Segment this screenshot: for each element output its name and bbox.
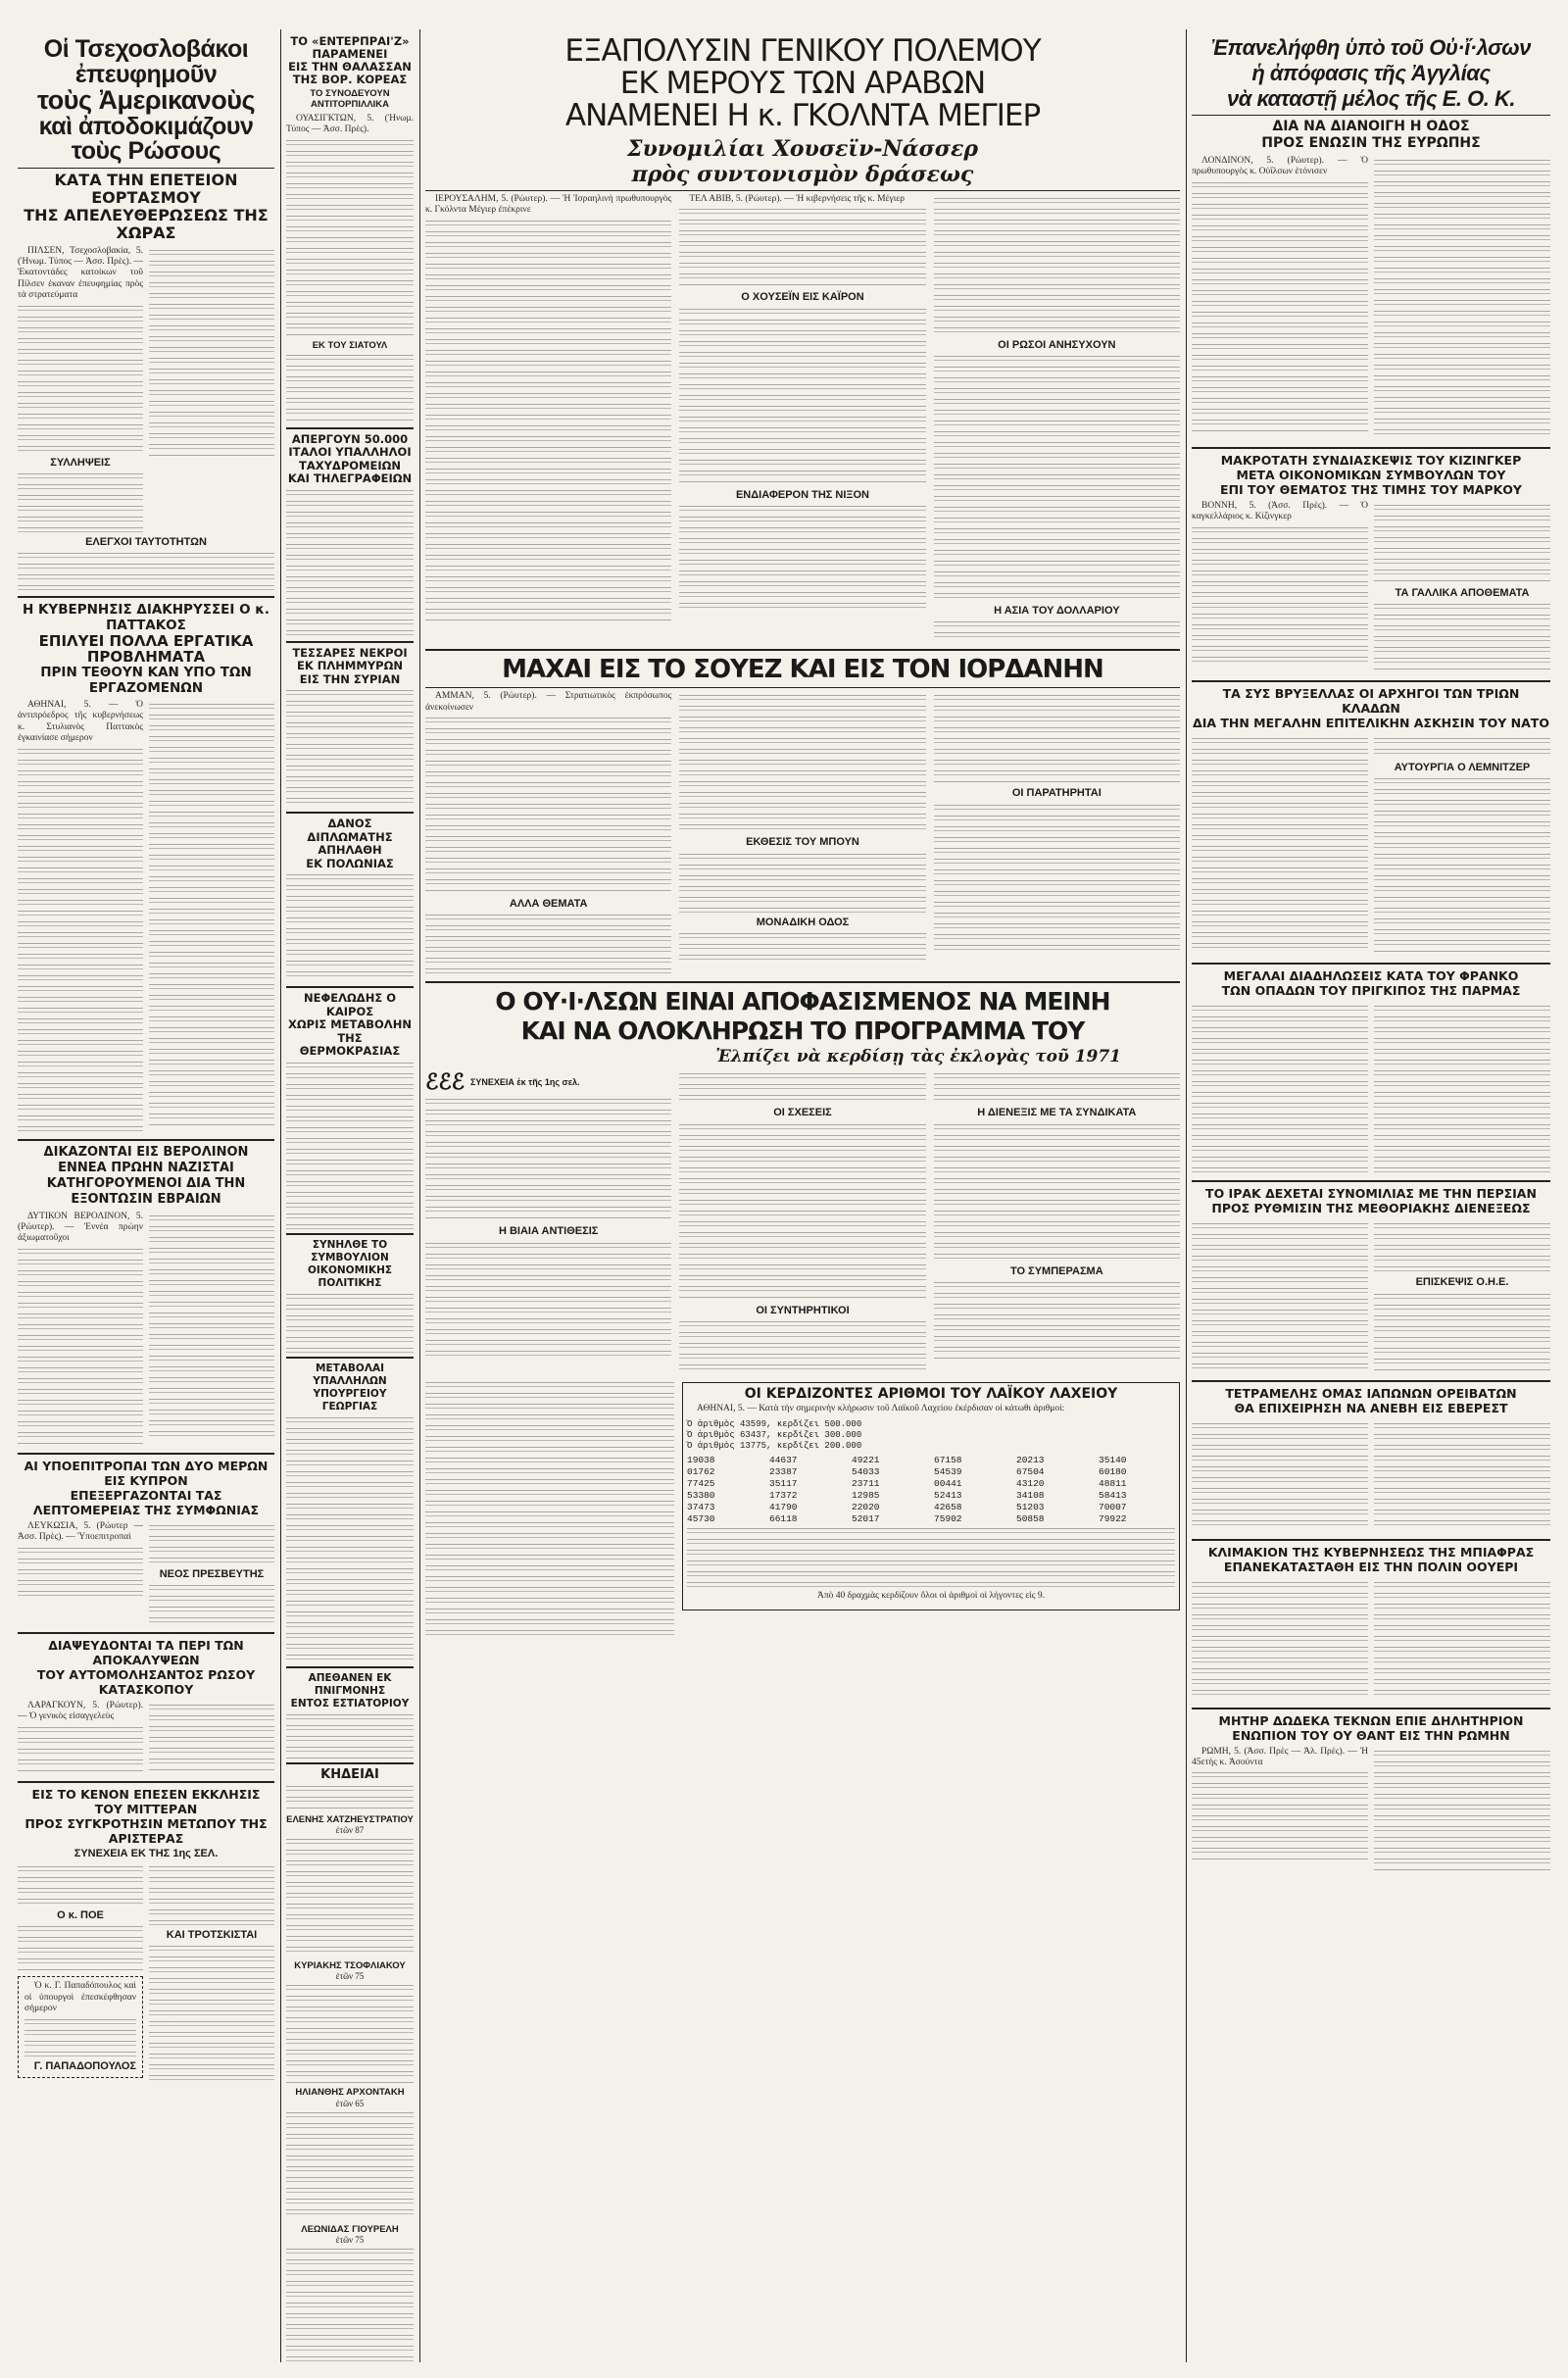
lottery-number: 00441 — [934, 1477, 962, 1489]
article-body — [149, 1525, 274, 1564]
headline-line: Ο ΟΥ·Ι·ΛΣΩΝ ΕΙΝΑΙ ΑΠΟΦΑΣΙΣΜΕΝΟΣ ΝΑ ΜΕΙΝΗ — [495, 987, 1110, 1016]
headline-line: Η ΚΥΒΕΡΝΗΣΙΣ ΔΙΑΚΗΡΥΣΣΕΙ Ο κ. ΠΑΤΤΑΚΟΣ — [22, 601, 270, 633]
lottery-number: 67158 — [934, 1454, 962, 1465]
headline-restaurant-death — [286, 1672, 414, 1710]
article-body — [286, 1063, 414, 1229]
section-heading: ΣΥΝΕΧΕΙΑ ἐκ τῆς 1ης σελ. — [469, 1076, 580, 1087]
article-dateline: ΤΕΛ ΑΒΙΒ, 5. (Ρώυτερ). — Ἡ κιβερνήσεις τῆς κ. Μέγιερ — [689, 194, 906, 204]
article-body — [18, 749, 143, 1131]
headline-line: ΕΞΑΠΟΛΥΣΙΝ ΓΕΝΙΚΟΥ ΠΟΛΕΜΟΥ — [564, 33, 1041, 69]
article-body — [679, 933, 925, 963]
newspaper-page — [18, 29, 1550, 2362]
headline-italian-strike — [286, 433, 414, 486]
headline-line: ΜΑΚΡΟΤΑΤΗ ΣΥΝΔΙΑΣΚΕΨΙΣ ΤΟΥ ΚΙΖΙΝΓΚΕΡ — [1220, 453, 1522, 468]
article-dateline: ΛΟΝΔΙΝΟΝ, 5. (Ρώυτερ). — Ὁ πρωθυπουργὸς κ. Οὐΐλσων ἐτόνισεν — [1192, 156, 1368, 177]
subhead-escort — [286, 88, 414, 111]
headline-line: ΕΠΕΞΕΡΓΑΖΟΝΤΑΙ ΤΑΣ ΛΕΠΤΟΜΕΡΕΙΑΣ ΤΗΣ ΣΥΜΦΩΝΙΑΣ — [32, 1487, 260, 1517]
article-body — [1192, 1223, 1368, 1370]
section-heading: ΣΥΛΛΗΨΕΙΣ — [50, 456, 111, 469]
headline-line: ΑΠΗΛΑΘΗ — [318, 843, 382, 858]
headline-line: ΤΕΤΡΑΜΕΛΗΣ ΟΜΑΣ ΙΑΠΩΝΩΝ ΟΡΕΙΒΑΤΩΝ — [1225, 1385, 1517, 1401]
headline-line: ΘΑ ΕΠΙΧΕΙΡΗΣΗ ΝΑ ΑΝΕΒΗ ΕΙΣ ΕΒΕΡΕΣΤ — [1234, 1400, 1508, 1415]
subhead-line: ΠΡΟΣ ΕΝΩΣΙΝ ΤΗΣ ΕΥΡΩΠΗΣ — [1261, 135, 1481, 151]
column-rule — [1186, 29, 1187, 2362]
headline-line: ΕΝΩΠΙΟΝ ΤΟΥ ΟΥ ΘΑΝΤ ΕΙΣ ΤΗΝ ΡΩΜΗΝ — [1232, 1727, 1510, 1743]
article-body — [1192, 1582, 1368, 1700]
headline-spy — [18, 1638, 274, 1697]
lottery-intro: ΑΘΗΝΑΙ, 5. — Κατὰ τὴν σημερινὴν κλήρωσιν τοῦ Λαϊκοῦ Λαχείου ἐκέρδισαν οἱ κάτωθι ἀριθμοί: — [697, 1404, 1065, 1414]
boxed-notice — [18, 1976, 143, 2077]
article-dateline: ΟΥΑΣΙΓΚΤΩΝ, 5. (Ἡνωμ. Τύπος — Ἀσσ. Πρὲς). — [286, 113, 414, 135]
article-dateline: ΑΘΗΝΑΙ, 5. — Ὁ ἀντιπρόεδρος τῆς κυβερνήσεως κ. Στυλιανὸς Παττακὸς ἐγκαινίασε σήμερον — [18, 699, 143, 744]
headline-pattakos — [18, 602, 274, 696]
headline-line: ΟΙΚΟΝΟΜΙΚΗΣ ΠΟΛΙΤΙΚΗΣ — [307, 1263, 393, 1289]
article-body — [286, 490, 414, 637]
article-body — [149, 1866, 274, 1925]
article-body — [286, 1714, 414, 1759]
article-body — [18, 1926, 143, 1970]
section-heading: ΝΕΟΣ ΠΡΕΣΒΕΥΤΗΣ — [159, 1567, 265, 1580]
subhead-europe — [1192, 119, 1550, 152]
column-2 — [286, 29, 414, 2362]
headline-syria-floods — [286, 647, 414, 687]
headline-line: ΑΙ ΥΠΟΕΠΙΤΡΟΠΑΙ ΤΩΝ ΔΥΟ ΜΕΡΩΝ ΕΙΣ ΚΥΠΡΟΝ — [24, 1458, 269, 1488]
section-heading: ΤΟ ΣΥΜΠΕΡΑΣΜΑ — [1009, 1264, 1103, 1277]
article-body — [1374, 1294, 1550, 1372]
headline-line: ΜΗΤΗΡ ΔΩΔΕΚΑ ΤΕΚΝΩΝ ΕΠΙΕ ΔΗΛΗΤΗΡΙΟΝ — [1218, 1712, 1524, 1728]
ornament-icon: ℰℰℰ — [425, 1069, 465, 1096]
column-3 — [425, 29, 1180, 2362]
article-body — [286, 690, 414, 808]
lottery-number: 22020 — [852, 1501, 880, 1512]
headline-line: ΤΟΥ ΑΥΤΟΜΟΛΗΣΑΝΤΟΣ ΡΩΣΟΥ ΚΑΤΑΣΚΟΠΟΥ — [36, 1666, 256, 1697]
lottery-number: 58413 — [1099, 1489, 1127, 1501]
lottery-number: 66118 — [769, 1512, 798, 1524]
headline-agriculture-staff — [286, 1362, 414, 1413]
headline-line: ΚΑΙ ΝΑ ΟΛΟΚΛΗΡΩΣΗ ΤΟ ΠΡΟΓΡΑΜΜΑ ΤΟΥ — [520, 1016, 1085, 1046]
section-heading: Ο ΧΟΥΣΕΪΝ ΕΙΣ ΚΑΪΡΟΝ — [741, 291, 864, 304]
headline-line: ΕΚ ΠΛΗΜΜΥΡΩΝ — [297, 659, 403, 673]
section-heading: ΟΙ ΠΑΡΑΤΗΡΗΤΑΙ — [1011, 787, 1102, 800]
headline-line: ΤΩΝ ΟΠΑΔΩΝ ΤΟΥ ΠΡΙΓΚΙΠΟΣ ΤΗΣ ΠΑΡΜΑΣ — [1221, 983, 1521, 999]
article-body — [149, 1946, 274, 2083]
article-body — [1374, 1006, 1550, 1172]
kicker-elections-1971: Ἐλπίζει νὰ κερδίσῃ τὰς ἐκλογὰς τοῦ 1971 — [715, 1047, 1121, 1067]
section-heading: Η ΒΙΑΙΑ ΑΝΤΙΘΕΣΙΣ — [498, 1225, 599, 1238]
funeral-age: ἐτῶν 87 — [335, 1825, 365, 1836]
column-4 — [1192, 29, 1550, 2362]
article-dateline: ΙΕΡΟΥΣΑΛΗΜ, 5. (Ρώυτερ). — Ἡ Ἰσραηλινὴ πρωθυπουργὸς κ. Γκόλντα Μέγιερ ἐπέκρινε — [425, 194, 672, 216]
headline-line: ΠΡΟΣ ΣΥΓΚΡΟΤΗΣΙΝ ΜΕΤΩΠΟΥ ΤΗΣ ΑΡΙΣΤΕΡΑΣ — [24, 1815, 268, 1846]
article-dateline: ΔΥΤΙΚΟΝ ΒΕΡΟΛΙΝΟΝ, 5. (Ρώυτερ). — Ἐννέα πρώην ἀξιωματοῦχοι — [18, 1211, 143, 1244]
article-body — [18, 1727, 143, 1771]
headline-line: ΜΕΤΑ ΟΙΚΟΝΟΜΙΚΩΝ ΣΥΜΒΟΥΛΩΝ ΤΟΥ — [1236, 468, 1506, 482]
funeral-age: ἐτῶν 75 — [335, 1971, 365, 1982]
headline-line: ΤΑΧΥΔΡΟΜΕΙΩΝ — [298, 458, 402, 472]
section-heading: ΕΠΙΣΚΕΨΙΣ Ο.Η.Ε. — [1415, 1276, 1509, 1289]
section-heading: ΕΝΔΙΑΦΕΡΟΝ ΤΗΣ ΝΙΞΟΝ — [735, 488, 870, 501]
headline-line: ΚΑΤΗΓΟΡΟΥΜΕΝΟΙ ΔΙΑ ΤΗΝ ΕΞΟΝΤΩΣΙΝ ΕΒΡΑΙΩΝ — [46, 1175, 246, 1207]
article-body — [1374, 1423, 1550, 1531]
article-body — [18, 553, 274, 592]
article-body — [934, 805, 1180, 952]
article-body — [286, 1985, 414, 2083]
article-body — [679, 1124, 925, 1301]
article-dateline: ΠΙΛΣΕΝ, Τσεχοσλοβακία, 5. (Ἡνωμ. Τύπος — Ἀσσ. Πρὲς). — Ἐκατοντάδες κατοίκων τοῦ Πίλσεν ἐκαναν ἐπευφημίας πρὸς τὰ στρατεύματα — [18, 245, 143, 301]
headline-line: ΠΡΙΝ ΤΕΘΟΥΝ ΚΑΝ ΥΠΟ ΤΩΝ ΕΡΓΑΖΟΜΕΝΩΝ — [40, 664, 252, 696]
article-body — [18, 1866, 143, 1906]
headline-line: ΜΕΓΑΛΑΙ ΔΙΑΔΗΛΩΣΕΙΣ ΚΑΤΑ ΤΟΥ ΦΡΑΝΚΟ — [1223, 968, 1519, 984]
headline-biafra — [1192, 1545, 1550, 1574]
lottery-headline: ΟΙ ΚΕΡΔΙΖΟΝΤΕΣ ΑΡΙΘΜΟΙ ΤΟΥ ΛΑΪΚΟΥ ΛΑΧΕΙΟΥ — [744, 1385, 1118, 1402]
lottery-number: 51203 — [1016, 1501, 1045, 1512]
headline-line: ΕΠΙ ΤΟΥ ΘΕΜΑΤΟΣ ΤΗΣ ΤΙΜΗΣ ΤΟΥ ΜΑΡΚΟΥ — [1220, 482, 1522, 497]
headline-line: ΑΠΕΘΑΝΕΝ ΕΚ ΠΝΙΓΜΟΝΗΣ — [308, 1671, 392, 1697]
lottery-number: 35117 — [769, 1477, 798, 1489]
headline-line: ΚΛΙΜΑΚΙΟΝ ΤΗΣ ΚΥΒΕΡΝΗΣΕΩΣ ΤΗΣ ΜΠΙΑΦΡΑΣ — [1207, 1544, 1535, 1560]
section-heading: ΣΥΝΕΧΕΙΑ ΕΚ ΤΗΣ 1ης ΣΕΛ. — [74, 1847, 219, 1859]
article-body — [425, 221, 671, 622]
boxed-notice-signature: Γ. ΠΑΠΑΔΟΠΟΥΛΟΣ — [33, 2059, 136, 2072]
lottery-number: 79922 — [1099, 1512, 1127, 1524]
headline-line: ΠΑΡΑΜΕΝΕΙ — [312, 47, 388, 61]
section-heading: ΟΙ ΡΩΣΟΙ ΑΝΗΣΥΧΟΥΝ — [998, 339, 1116, 351]
headline-line: ΠΡΟΣ ΡΥΘΜΙΣΙΝ ΤΗΣ ΜΕΘΟΡΙΑΚΗΣ ΔΙΕΝΕΞΕΩΣ — [1211, 1201, 1531, 1216]
kicker-hussein-nasser — [425, 136, 1180, 187]
article-body — [1192, 1423, 1368, 1531]
article-body — [425, 718, 671, 894]
subhead-liberation — [18, 172, 274, 242]
article-body — [286, 1294, 414, 1353]
headline-line: καὶ ἀποδοκιμάζουν τοὺς Ρώσους — [38, 112, 254, 166]
headline-line: ἡ ἀπόφασις τῆς Ἀγγλίας — [1251, 61, 1491, 85]
article-body — [286, 355, 414, 423]
section-heading: ΕΚ ΤΟΥ ΣΙΑΤΟΥΛ — [312, 339, 388, 351]
subhead-line: ΤΟ ΣΥΝΟΔΕΥΟΥΝ — [310, 88, 390, 99]
lottery-number: 19038 — [687, 1454, 715, 1465]
lottery-number: 52017 — [852, 1512, 880, 1524]
headline-line: ΑΠΕΡΓΟΥΝ 50.000 — [291, 431, 409, 446]
section-heading: ΜΟΝΑΔΙΚΗ ΟΔΟΣ — [756, 916, 850, 928]
headline-danish-diplomat — [286, 817, 414, 870]
section-heading: Η ΔΙΕΝΕΞΙΣ ΜΕ ΤΑ ΣΥΝΔΙΚΑΤΑ — [977, 1107, 1137, 1119]
headline-line: ΔΑΝΟΣ ΔΙΠΛΩΜΑΤΗΣ — [307, 817, 393, 844]
headline-line: ΥΠΟΥΡΓΕΙΟΥ ΓΕΩΡΓΙΑΣ — [313, 1387, 387, 1412]
headline-weather — [286, 992, 414, 1059]
lottery-number: 12985 — [852, 1489, 880, 1501]
kicker-line: Συνομιλίαι Χουσεϊν-Νάσσερ — [627, 136, 978, 162]
headline-iraq-persia — [1192, 1186, 1550, 1215]
article-body — [1374, 160, 1550, 439]
headline-franco — [1192, 968, 1550, 998]
article-body — [18, 473, 143, 532]
lottery-box — [682, 1378, 1180, 1641]
headline-line: ΤΕΣΣΑΡΕΣ ΝΕΚΡΟΙ — [292, 645, 408, 660]
subhead-line: ΑΝΤΙΤΟΡΠΙΛΛΙΚΑ — [310, 99, 390, 111]
section-funerals: ΚΗΔΕΙΑΙ — [320, 1766, 379, 1782]
headline-line: τοὺς Ἀμερικανοὺς — [36, 85, 256, 115]
article-body — [1192, 527, 1368, 665]
section-heading: ΚΑΙ ΤΡΟΤΣΚΙΣΤΑΙ — [166, 1929, 258, 1942]
article-body — [1374, 778, 1550, 955]
article-body — [1374, 604, 1550, 672]
article-body — [934, 621, 1180, 641]
article-body — [149, 1215, 274, 1441]
article-body — [286, 1417, 414, 1662]
headline-line: ΚΑΙ ΤΗΛΕΓΡΑΦΕΙΩΝ — [287, 471, 413, 486]
headline-line: ΔΙΚΑΖΟΝΤΑΙ ΕΙΣ ΒΕΡΟΛΙΝΟΝ ΕΝΝΕΑ ΠΡΩΗΝ ΝΑΖΙΣΤΑΙ — [43, 1144, 249, 1175]
article-body — [1192, 738, 1368, 954]
headline-line: ΕΚ ΜΕΡΟΥΣ ΤΩΝ ΑΡΑΒΩΝ — [619, 66, 986, 101]
headline-line: ΤΗΣ ΒΟΡ. ΚΟΡΕΑΣ — [292, 73, 408, 86]
lottery-more — [687, 1528, 1175, 1587]
article-body — [286, 140, 414, 336]
article-dateline: ΒΟΝΝΗ, 5. (Ἀσσ. Πρὲς). — Ὁ καγκελλάριος κ. Κίζινγκερ — [1192, 501, 1368, 522]
article-body — [1192, 1772, 1368, 1860]
headline-everest — [1192, 1386, 1550, 1415]
lottery-number: 75902 — [934, 1512, 962, 1524]
article-body — [679, 695, 925, 832]
headline-line: ΕΠΑΝΕΚΑΤΑΣΤΑΘΗ ΕΙΣ ΤΗΝ ΠΟΛΙΝ ΟΟΥΕΡΙ — [1223, 1559, 1519, 1574]
article-body — [1192, 1006, 1368, 1172]
subhead-line: ΚΑΤΑ ΤΗΝ ΕΠΕΤΕΙΟΝ ΕΟΡΤΑΣΜΟΥ — [54, 170, 238, 207]
headline-wilson-determined — [425, 987, 1180, 1046]
article-body — [1374, 1751, 1550, 1873]
article-dateline: ΛΕΥΚΩΣΙΑ, 5. (Ρώυτερ — Ἀσσ. Πρὲς). — Ὑποεπιτροπαὶ — [18, 1520, 143, 1543]
lottery-number: 23711 — [852, 1477, 880, 1489]
article-dateline: ΡΩΜΗ, 5. (Ἀσσ. Πρὲς — Ἀλ. Πρὲς). — Ἡ 45ετὴς κ. Ἀσούντα — [1192, 1746, 1368, 1767]
headline-line: ΤΟ ΙΡΑΚ ΔΕΧΕΤΑΙ ΣΥΝΟΜΙΛΙΑΣ ΜΕ ΤΗΝ ΠΕΡΣΙΑΝ — [1205, 1186, 1537, 1202]
article-body — [1192, 182, 1368, 432]
article-body — [149, 250, 274, 456]
headline-line: ΔΙΑ ΤΗΝ ΜΕΓΑΛΗΝ ΕΠΙΤΕΛΙΚΗΝ ΑΣΚΗΣΙΝ ΤΟΥ ΝΑΤΟ — [1193, 716, 1549, 731]
headline-line: ΕΙΣ ΤΗΝ ΘΑΛΑΣΣΑΝ — [288, 60, 412, 74]
headline-line: ΣΥΝΗΛΘΕ ΤΟ ΣΥΜΒΟΥΛΙΟΝ — [311, 1238, 389, 1263]
lottery-number: 53380 — [687, 1489, 715, 1501]
boxed-notice-body — [24, 2019, 136, 2058]
lottery-number: 23387 — [769, 1465, 798, 1477]
section-heading: Η ΑΣΙΑ ΤΟΥ ΔΟΛΛΑΡΙΟΥ — [994, 605, 1120, 618]
headline-general-war — [425, 35, 1180, 132]
article-body — [1374, 1582, 1550, 1700]
lottery-number: 41790 — [769, 1501, 798, 1512]
headline-eec — [1192, 35, 1550, 112]
lottery-prize-2: Ὁ ἀριθμὸς 63437, κερδίζει 300.000 — [687, 1429, 862, 1440]
section-heading: ΑΥΤΟΥΡΓΙΑ Ο ΛΕΜΝΙΤΖΕΡ — [1394, 762, 1531, 774]
headline-kiesinger — [1192, 453, 1550, 497]
article-body — [286, 1786, 414, 1810]
headline-nazi-trial — [18, 1145, 274, 1208]
column-1 — [18, 29, 274, 2362]
article-body — [149, 704, 274, 1125]
lottery-number: 20213 — [1016, 1454, 1045, 1465]
article-body — [18, 306, 143, 453]
lottery-number: 54033 — [852, 1465, 880, 1477]
headline-czechs — [18, 37, 274, 165]
funeral-name: ΗΛΙΑΝΘΗΣ ΑΡΧΟΝΤΑΚΗ — [295, 2087, 405, 2099]
lottery-number: 42658 — [934, 1501, 962, 1512]
headline-enterprise — [286, 35, 414, 86]
headline-mother-poison — [1192, 1713, 1550, 1743]
lottery-number: 77425 — [687, 1477, 715, 1489]
funeral-name: ΕΛΕΝΗΣ ΧΑΤΖΗΕΥΣΤΡΑΤΙΟΥ — [286, 1813, 414, 1825]
headline-line: ΕΚ ΠΟΛΩΝΙΑΣ — [306, 856, 394, 870]
section-heading: ΕΛΕΓΧΟΙ ΤΑΥΤΟΤΗΤΩΝ — [85, 535, 207, 548]
headline-cyprus — [18, 1459, 274, 1517]
article-dateline: ΛΑΡΑΓΚΟΥΝ, 5. (Ρώυτερ). — Ὁ γενικὸς εἰσαγγελεὺς — [18, 1700, 143, 1722]
headline-line: ΤΗΣ ΘΕΡΜΟΚΡΑΣΙΑΣ — [299, 1030, 401, 1059]
lottery-number: 52413 — [934, 1489, 962, 1501]
lottery-number: 50858 — [1016, 1512, 1045, 1524]
kicker-line: πρὸς συντονισμὸν δράσεως — [631, 162, 974, 187]
headline-line: ΤΟ «ΕΝΤΕΡΠΡΑΙ'Ζ» — [290, 34, 410, 48]
article-body — [679, 854, 925, 913]
article-body — [679, 1073, 925, 1103]
section-heading: Ο κ. ΠΟΕ — [57, 1909, 104, 1922]
headline-line: ΜΕΤΑΒΟΛΑΙ ΥΠΑΛΛΗΛΩΝ — [313, 1362, 387, 1387]
article-body — [149, 1585, 274, 1624]
lottery-number: 70007 — [1099, 1501, 1127, 1512]
lottery-prize-1: Ὁ ἀριθμὸς 43599, κερδίζει 500.000 — [687, 1418, 862, 1429]
article-body — [679, 1321, 925, 1370]
headline-line: ΕΙΣ ΤΟ ΚΕΝΟΝ ΕΠΕΣΕΝ ΕΚΚΛΗΣΙΣ ΤΟΥ ΜΙΤΤΕΡΑΝ — [31, 1786, 261, 1816]
article-body — [679, 209, 925, 287]
article-body — [1374, 738, 1550, 758]
section-heading: ΕΚΘΕΣΙΣ ΤΟΥ ΜΠΟΥΝ — [746, 836, 859, 849]
article-body — [679, 309, 925, 485]
headline-line: Ἐπανελήφθη ὑπὸ τοῦ Οὐ·ἴ·λσων — [1211, 35, 1531, 60]
lottery-number: 17372 — [769, 1489, 798, 1501]
lottery-number: 44637 — [769, 1454, 798, 1465]
lottery-number: 60180 — [1099, 1465, 1127, 1477]
lottery-number: 43120 — [1016, 1477, 1045, 1489]
article-body — [149, 1705, 274, 1773]
lottery-number: 48811 — [1099, 1477, 1127, 1489]
article-body — [286, 1839, 414, 1957]
article-body — [934, 1124, 1180, 1262]
article-body — [934, 198, 1180, 335]
article-body — [18, 1249, 143, 1445]
section-heading: ΑΛΛΑ ΘΕΜΑΤΑ — [509, 898, 588, 911]
funeral-name: ΚΥΡΙΑΚΗΣ ΤΣΟΦΛΙΑΚΟΥ — [294, 1960, 406, 1972]
article-body — [18, 1548, 143, 1602]
headline-line: ΝΕΦΕΛΩΔΗΣ Ο ΚΑΙΡΟΣ — [304, 991, 396, 1018]
lottery-number: 37473 — [687, 1501, 715, 1512]
lottery-footnote: Ἀπὸ 40 δραχμὰς κερδίζουν ὅλοι οἱ ἀριθμοὶ οἱ λήγοντες εἰς 9. — [816, 1590, 1045, 1601]
article-body — [934, 1282, 1180, 1361]
article-body — [934, 695, 1180, 783]
lottery-prize-3: Ὁ ἀριθμὸς 13775, κερδίζει 200.000 — [687, 1440, 862, 1451]
boxed-notice-text: Ὁ κ. Γ. Παπαδόπουλος καὶ οἱ ὑπουργοὶ ἐπεσκέφθησαν σήμερον — [24, 1981, 136, 2014]
funeral-age: ἐτῶν 75 — [335, 2235, 365, 2246]
funeral-age: ἐτῶν 65 — [335, 2098, 365, 2108]
article-body — [286, 2249, 414, 2362]
column-rule — [280, 29, 281, 2362]
article-body — [425, 1243, 671, 1361]
lottery-number: 34108 — [1016, 1489, 1045, 1501]
funeral-name: ΛΕΩΝΙΔΑΣ ΓΙΟΥΡΕΛΗ — [301, 2223, 399, 2235]
article-body — [425, 915, 671, 973]
lottery-number: 67504 — [1016, 1465, 1045, 1477]
headline-suez-jordan: ΜΑΧΑΙ ΕΙΣ ΤΟ ΣΟΥΕΖ ΚΑΙ ΕΙΣ ΤΟΝ ΙΟΡΔΑΝΗΝ — [502, 655, 1103, 685]
headline-line: ΔΙΑΨΕΥΔΟΝΤΑΙ ΤΑ ΠΕΡΙ ΤΩΝ ΑΠΟΚΑΛΥΨΕΩΝ — [48, 1637, 244, 1667]
lottery-number: 01762 — [687, 1465, 715, 1477]
headline-mitterrand — [18, 1787, 274, 1846]
column-rule — [419, 29, 420, 2362]
article-body — [1374, 1223, 1550, 1272]
headline-line: ΤΑ ΣΥΣ ΒΡΥΞΕΛΛΑΣ ΟΙ ΑΡΧΗΓΟΙ ΤΩΝ ΤΡΙΩΝ ΚΛΑΔΩΝ — [1222, 686, 1520, 717]
article-body — [934, 1073, 1180, 1103]
section-heading: ΟΙ ΣΥΝΤΗΡΗΤΙΚΟΙ — [756, 1304, 850, 1316]
article-body — [1374, 505, 1550, 583]
article-body — [286, 874, 414, 982]
article-body — [286, 2112, 414, 2220]
article-body — [679, 506, 925, 614]
lottery-number: 54539 — [934, 1465, 962, 1477]
headline-line: Οἱ Τσεχοσλοβάκοι ἐπευφημοῦν — [43, 35, 249, 88]
section-heading: ΟΙ ΣΧΕΣΕΙΣ — [773, 1107, 832, 1119]
subhead-line: ΔΙΑ ΝΑ ΔΙΑΝΟΙΓΗ Η ΟΔΟΣ — [1272, 119, 1470, 134]
article-body — [425, 1099, 671, 1221]
article-body — [425, 1382, 674, 1637]
subhead-line: ΤΗΣ ΑΠΕΛΕΥΘΕΡΩΣΕΩΣ ΤΗΣ ΧΩΡΑΣ — [24, 205, 269, 242]
lottery-number: 45730 — [687, 1512, 715, 1524]
article-body — [934, 356, 1180, 601]
article-dateline: ΑΜΜΑΝ, 5. (Ρώυτερ). — Στρατιωτικὸς ἐκπρόσωπος ἀνεκοίνωσεν — [425, 691, 672, 713]
headline-line: ΑΝΑΜΕΝΕΙ Η κ. ΓΚΟΛΝΤΑ ΜΕΓΙΕΡ — [564, 98, 1041, 133]
lottery-number: 35140 — [1099, 1454, 1127, 1465]
section-heading: ΤΑ ΓΑΛΛΙΚΑ ΑΠΟΘΕΜΑΤΑ — [1395, 587, 1530, 599]
headline-line: ΧΩΡΙΣ ΜΕΤΑΒΟΛΗΝ — [288, 1017, 412, 1032]
headline-nato-chiefs — [1192, 686, 1550, 730]
lottery-number: 49221 — [852, 1454, 880, 1465]
headline-economic-council — [286, 1239, 414, 1290]
headline-line: ΕΠΙΛΥΕΙ ΠΟΛΛΑ ΕΡΓΑΤΙΚΑ ΠΡΟΒΛΗΜΑΤΑ — [38, 631, 254, 666]
headline-line: ΕΙΣ ΤΗΝ ΣΥΡΙΑΝ — [299, 671, 401, 686]
lottery-numbers — [687, 1455, 1175, 1524]
headline-line: ΙΤΑΛΟΙ ΥΠΑΛΛΗΛΟΙ — [288, 445, 412, 460]
headline-line: νὰ καταστῇ μέλος τῆς Ε. Ο. Κ. — [1227, 86, 1515, 111]
headline-line: ΕΝΤΟΣ ΕΣΤΙΑΤΟΡΙΟΥ — [290, 1697, 410, 1709]
